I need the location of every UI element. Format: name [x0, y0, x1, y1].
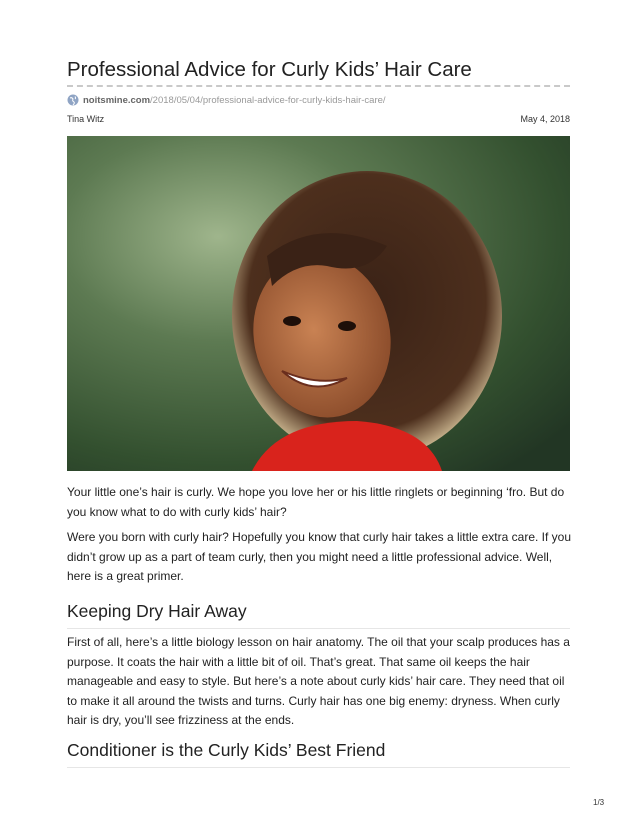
article-title: Professional Advice for Curly Kids’ Hair Care: [67, 58, 472, 81]
section-heading-1: Keeping Dry Hair Away: [67, 601, 247, 621]
title-divider: [67, 85, 570, 87]
section-heading-2: Conditioner is the Curly Kids’ Best Friend: [67, 740, 386, 760]
intro-paragraph-1: Your little one’s hair is curly. We hope you love her or his little ringlets or beginning ‘fro. But do you know what to do with curly kids’ hair?: [67, 485, 565, 519]
section-paragraph-1: First of all, here’s a little biology lesson on hair anatomy. The oil that your scalp produces has a purpose. It coats the hair with a little bit of oil. That’s great. That same oil keeps the hair manageable and easy to style. But here’s a note about curly kids’ hair care. They need that oil to make it all around the twists and turns. Curly hair has one big enemy: dryness. When curly hair is dry, you’ll see frizziness at the ends.: [67, 635, 570, 727]
publish-date: May 4, 2018: [520, 114, 570, 124]
section-divider-1: [67, 628, 570, 629]
section-divider-2: [67, 767, 570, 768]
source-domain: noitsmine.com: [83, 94, 151, 106]
globe-icon: [67, 94, 79, 106]
article-meta: [67, 114, 570, 124]
source-url[interactable]: [67, 93, 386, 107]
intro-paragraph-2: Were you born with curly hair? Hopefully you know that curly hair takes a little extra care. If you didn’t grow up as a part of team curly, then you might need a little professional advice. Well, here is a great primer.: [67, 530, 572, 583]
curly-child-photo: [67, 136, 570, 471]
author-name: Tina Witz: [67, 114, 105, 124]
source-path: /2018/05/04/professional-advice-for-curly-kids-hair-care/: [150, 94, 386, 106]
page-number: 1/3: [593, 798, 605, 807]
hero-image: [67, 136, 570, 471]
